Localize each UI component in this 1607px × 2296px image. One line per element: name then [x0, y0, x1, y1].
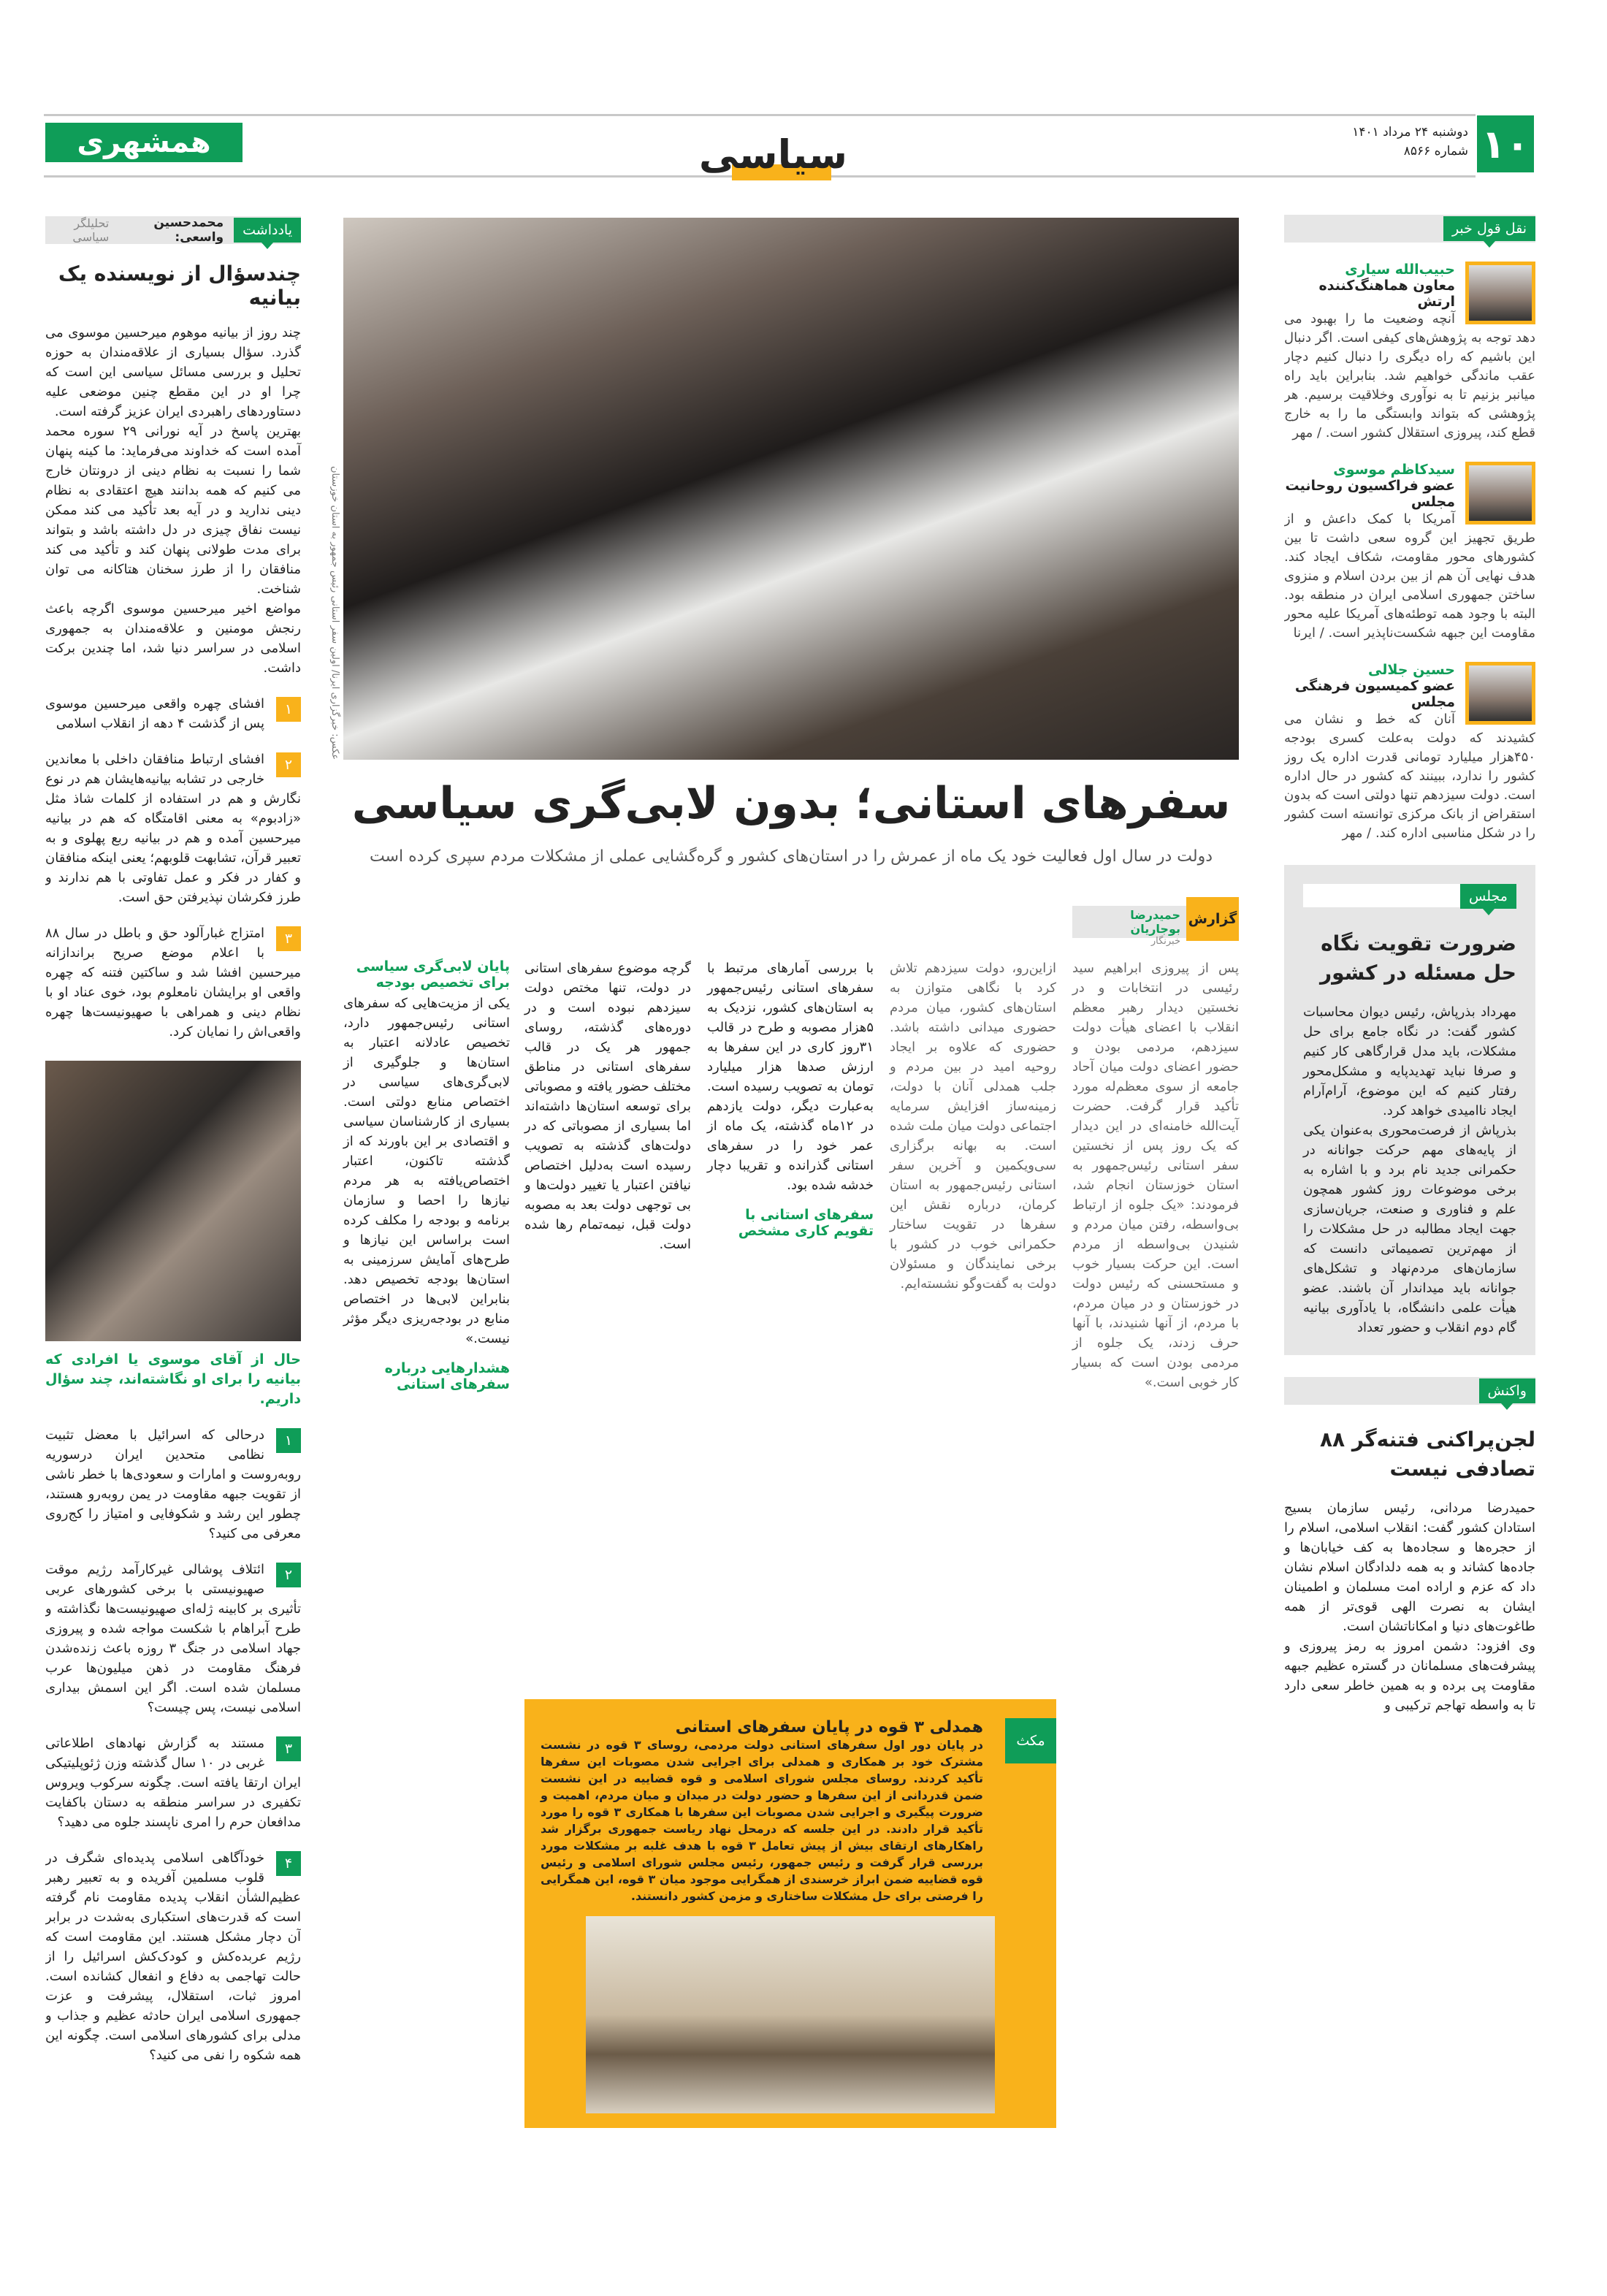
article-column-4	[524, 958, 691, 1254]
main-deck: دولت در سال اول فعالیت خود یک ماه از عمرش را در استان‌های کشور و گره‌گشایی عملی از مشکلات مردم سپری کرده است	[369, 847, 1213, 866]
section-title	[698, 131, 847, 178]
byline-box	[1072, 906, 1239, 947]
majlis-box	[1284, 865, 1535, 1355]
reaction-text: وی افزود: دشمن امروز به رمز پیروزی و پیشرفت‌های مسلمانان در گستره عظیم جبهه مقاومت پی برده و به همین خاطر سعی دارد تا به واسطه تهاجم ترکیبی و	[1284, 1639, 1535, 1713]
reaction-tagbar	[1284, 1377, 1535, 1405]
quote-portrait	[1465, 462, 1535, 525]
question-number: ۴	[276, 1851, 301, 1876]
quote-item	[1284, 462, 1535, 643]
point-item	[45, 923, 301, 1042]
opinion-column	[45, 216, 301, 2065]
box-title: همدلی ۳ قوه در پایان سفرهای استانی	[675, 1718, 983, 1736]
question-text: ائتلاف پوشالی غیرکارآمد رژیم موقت صهیونیستی با برخی کشورهای عربی تأثیری بر کابینه ژله‌ای صهیونیست‌ها نگذاشته و طرح آبراهام با شکست مواجه شده و پیروزی جهاد اسلامی در جنگ ۳ روزه باعث زنده‌شدن فرهنگ مقاومت در ذهن میلیون‌ها عرب مسلمان شده است. اگر این اسمش بیداری اسلامی نیست، پس چیست؟	[45, 1562, 301, 1715]
byline	[1072, 906, 1186, 947]
point-item	[45, 694, 301, 733]
quote-text: آمریکا با کمک داعش و از طریق تجهیز این گروه سعی داشت تا بین کشورهای محور مقاومت، شکاف ایجاد کند. هدف نهایی آن هم از بین بردن اسلام و منزوی ساختن جمهوری اسلامی ایران در منطقه بود. البته با وجود همه توطئه‌های آمریکا علیه محور مقاومت این جبهه شکست‌ناپذیر است. / ایرنا	[1284, 511, 1535, 641]
article-subheading: سفرهای استانی با تقویم کاری مشخص	[738, 1207, 874, 1239]
reaction-text: حمیدرضا مردانی، رئیس سازمان بسیج استادان کشور گفت: انقلاب اسلامی، اسلام را از حجره‌ها و سجاده‌ها به کف خیابان‌ها و جاده‌ها کشاند و به همه دلدادگان اسلام نشان داد که عزم و اراده امت مسلمان و اطمینان ایشان به نصرت الهی قوی‌تر از همه طاغوت‌های دنیا و امکاناتشان است.	[1284, 1500, 1535, 1634]
majlis-tagbar	[1303, 884, 1516, 907]
point-number: ۱	[276, 697, 301, 722]
quote-name: حبیب‌الله سیاری	[1345, 262, 1455, 278]
quote-role: عضو کمیسیون فرهنگی مجلس	[1294, 678, 1455, 710]
page-number: ۱۰	[1477, 115, 1534, 172]
point-text: افشای چهره واقعی میرحسین موسوی پس از گذشت ۴ دهه از انقلاب اسلامی	[45, 696, 264, 731]
author-name: محمدحسین واسعی:	[153, 216, 224, 245]
quote-role: معاون هماهنگ‌کننده ارتش	[1318, 278, 1455, 310]
report-tag: گزارش	[1186, 897, 1239, 941]
majlis-tag: مجلس	[1460, 884, 1516, 909]
quotes-tag: نقل قول خبر	[1443, 216, 1535, 241]
main-headline: سفرهای استانی؛ بدون لابی‌گری سیاسی	[351, 778, 1231, 829]
article-column-2	[890, 958, 1056, 1294]
article-column-5	[343, 958, 510, 1395]
point-text: افشای ارتباط منافقان داخلی با معاندین خارجی در تشابه بیانیه‌هایشان هم در نوع نگارش و هم در استفاده از کلمات شاذ مثل «زادبوم» به معنی اقامتگاه که هم در بیانیه میرحسین آمده و هم در بیانیه ربع پهلوی و به تعبیر قرآن، تشابهت قلوبهم؛ یعنی اینکه منافقان و کفار در فکر و عمل تفاوتی با هم ندارند و طرز فکرشان نپذیرفتن حق است.	[45, 752, 301, 905]
opinion-headline: چندسؤال از نویسنده یک بیانیه	[58, 262, 301, 310]
right-column	[1284, 215, 1535, 1715]
reaction-tag: واکنش	[1479, 1378, 1535, 1403]
quote-text: آنچه وضعیت ما را بهبود می دهد توجه به پژوهش‌های کیفی است. اگر دنبال این باشیم که راه دیگری را دنبال کنیم دچار عقب ماندگی خواهیم شد. بنابراین باید راه میانبر بزنیم تا به نوآوری وخلاقیت برسیم. هر پژوهشی که بتواند وابستگی ما را به خارج قطع کند، پیروزی استقلال کشور است. / مهر	[1284, 311, 1535, 440]
question-item	[45, 1734, 301, 1832]
point-number: ۳	[276, 926, 301, 951]
question-item	[45, 1560, 301, 1717]
opinion-paragraph: بهترین پاسخ در آیه نورانی ۲۹ سوره محمد آمده است که خداوند می‌فرماید: ما کینه پنهان شما را نسبت به نظام دینی از درونتان خارج می کنیم که همه بدانند هیچ اعتقادی به نظام دینی ندارید و در آیه بعد تأکید می کند ممکن نیست نفاق چیزی در دل داشته باشد و بتواند برای مدت طولانی پنهان کند و تأکید می کند منافقان را از طرز سخنان هتاکانه می توان شناخت.	[45, 424, 302, 597]
quote-role: عضو فراکسیون روحانیت مجلس	[1285, 478, 1455, 510]
sidebar-box	[524, 1699, 1056, 2128]
quote-portrait	[1465, 662, 1535, 725]
question-number: ۲	[276, 1563, 301, 1587]
opinion-paragraph: مواضع اخیر میرحسین موسوی اگرچه باعث رنجش مومنین و علاقه‌مندان به جمهوری اسلامی در سراسر دنیا شد، اما چندین برکت داشت.	[45, 601, 301, 676]
article-subheading: پایان لابی‌گری سیاسی برای تخصیص بودجه	[356, 958, 510, 991]
photo-credit: عکس: خبرگزاری ایرنا/ اولین سفر استانی رئیس جمهور به استان خوزستان	[329, 465, 340, 760]
point-text: امتزاج غبارآلود حق و باطل در سال ۸۸ با اعلام موضع صریح براندازانه میرحسین افشا شد و ساکتین فتنه که چهره واقعی او برایشان نامعلوم بود، خوی عناد او با نظام دینی و همراهی با صهیونیست‌ها چهره واقعی‌اش را نمایان کرد.	[45, 926, 301, 1040]
article-column-3	[707, 958, 874, 1242]
quote-item	[1284, 262, 1535, 443]
date: دوشنبه ۲۴ مرداد ۱۴۰۱	[1352, 125, 1468, 140]
byline-role: خبرنگار	[1150, 936, 1180, 947]
question-item	[45, 1848, 301, 2065]
article-paragraph: یکی از مزیت‌هایی که سفرهای استانی رئیس‌جمهور دارد، تخصیص عادلانه اعتبار به استان‌ها و جلوگیری از لابی‌گری‌های سیاسی در اختصاص منابع دولتی است. بسیاری از کارشناسان سیاسی و اقتصادی بر این باورند که از گذشته تاکنون، اعتبار اختصاص‌یافته به هر مردم نیازها را احصا و سازمان برنامه و بودجه را مکلف کرده است براساس این نیازها و طرح‌های آمایش سرزمینی به استان‌ها بودجه تخصیص دهد. بنابراین لابی‌ها در اختصاص منابع در بودجه‌ریزی دیگر مؤثر نیست.»	[343, 996, 510, 1346]
article-lead-2: ازاین‌رو، دولت سیزدهم تلاش کرد با نگاهی متوازن به استان‌های کشور، میان مردم حضوری میدانی داشته باشد. حضوری که علاوه بر ایجاد روحیه امید در بین مردم و جلب همدلی آنان با دولت، زمینه‌ساز افزایش سرمایه اجتماعی دولت میان ملت شده است. به بهانه برگزاری سی‌ویکمین و آخرین سفر استانی رئیس‌جمهور به استان کرمان، درباره نقش این سفرها در تقویت ساختار حکمرانی خوب در کشور با برخی نمایندگان و مسئولان دولت به گفت‌وگو نشسته‌ایم.	[890, 961, 1056, 1292]
main-photo	[343, 218, 1239, 760]
majlis-text: بذرپاش از فرصت‌محوری به‌عنوان یکی از پایه‌های مهم حرکت جوانانه در حکمرانی جدید نام برد و با اشاره به برخی موضوعات روز کشور همچون علم و فناوری و صنعت، جریان‌سازی جهت ایجاد مطالبه در حل مشکلات را از مهم‌ترین تصمیماتی دانست که سازمان‌های مردم‌نهاد و تشکل‌های جوانانه باید میداندار آن باشند. عضو هیأت علمی دانشگاه، با یادآوری بیانیه گام دوم انقلاب و حضور تعداد	[1303, 1123, 1516, 1335]
headline-block	[343, 768, 1239, 869]
question-number: ۳	[276, 1736, 301, 1761]
author-role: تحلیلگر سیاسی	[72, 216, 110, 244]
quote-name: حسین جلالی	[1368, 662, 1455, 678]
reaction-block	[1284, 1377, 1535, 1715]
issue-info	[1344, 123, 1468, 161]
article-column-1	[1072, 958, 1239, 1392]
article-lead: پس از پیروزی ابراهیم سید رئیسی در انتخابات و در نخستین دیدار رهبر معظم انقلاب با اعضای هیأت دولت سیزدهم، مردمی بودن و حضور اعضای دولت میان آحاد جامعه از سوی معظم‌له مورد تأکید قرار گرفت. حضرت آیت‌الله خامنه‌ای در این دیدار که یک روز پس از نخستین سفر استانی رئیس‌جمهور به استان خوزستان انجام شد، فرمودند: «یک جلوه از ارتباط بی‌واسطه، رفتن میان مردم و شنیدن بی‌واسطه از مردم است. این حرکت بسیار خوب و مستحسنی که رئیس دولت در خوزستان و در میان مردم، با مردم، از آنها شنیدند، با آنها حرف زدند، یک جلوه از مردمی بودن است که بسیار کار خوبی است.»	[1072, 961, 1239, 1390]
point-item	[45, 750, 301, 907]
majlis-text: مهرداد بذرپاش، رئیس دیوان محاسبات کشور گفت: در نگاه جامع برای حل مشکلات، باید مدل قرارگاهی کار کنیم و صرفا نباید تهدیدپایه و مشکل‌محور رفتار کنیم که این موضوع، آرام‌آرام ایجاد ناامیدی خواهد کرد.	[1303, 1004, 1516, 1118]
quotes-tagbar	[1284, 215, 1535, 243]
opinion-tag: یادداشت	[234, 218, 301, 243]
article-subheading: هشدارهایی درباره سفرهای استانی	[384, 1360, 510, 1392]
quote-text: آنان که خط و نشان می کشیدند که دولت به‌علت کسری بودجه ۴۵۰هزار میلیارد تومانی قدرت اداره یک روز کشور را ندارد، ببینند که کشور در حال اداره است. دولت سیزدهم تنها دولتی است که بدون استقراض از بانک مرکزی توانسته است کشور را در شکل مناسبی اداره کند. / مهر	[1284, 712, 1535, 841]
majlis-headline: ضرورت تقویت نگاه حل مسئله در کشور	[1319, 931, 1516, 985]
question-item	[45, 1425, 301, 1544]
protest-photo	[45, 1061, 301, 1341]
question-text: مستند به گزارش نهادهای اطلاعاتی غربی در ۱۰ سال گذشته وزن ژئوپلیتیکی ایران ارتقا یافته است. چگونه سرکوب ویروس تکفیری در سراسر منطقه به دستان باکفایت مدافعان حرم را امری ناپسند جلوه می دهید؟	[45, 1736, 301, 1830]
newspaper-logo: همشهری	[45, 123, 243, 162]
point-number: ۲	[276, 752, 301, 777]
box-tag: مکث	[1005, 1718, 1056, 1763]
question-text: درحالی که اسرائیل با معضل تثبیت نظامی متحدین ایران درسوریه روبه‌روست و امارات و سعودی‌ها با خطر ناشی از تقویت جبهه مقاومت در یمن روبه‌رو هستند، چطور این رشد و شکوفایی و امتیاز را کج‌روی معرفی می کنید؟	[45, 1427, 301, 1541]
question-number: ۱	[276, 1428, 301, 1453]
quote-name: سیدکاظم موسوی	[1333, 462, 1455, 478]
question-text: خودآگاهی اسلامی پدیده‌ای شگرف در قلوب مسلمین آفریده و به تعبیر رهبر عظیم‌الشأن انقلاب پدیده مقاومت نام گرفته است که قدرت‌های استکباری به‌شدت در برابر آن دچار مشکل هستند. این مقاومت است که رژیم عربده‌کش و کودک‌کش اسرائیل را از حالت تهاجمی به دفاع و انفعال کشانده است. امروز ثبات، استقلال، پیشرفت و عزت جمهوری اسلامی ایران حادثه عظیم و جذاب و مدلی برای کشورهای اسلامی است. چگونه این همه شکوه را نفی می کنید؟	[45, 1850, 301, 2063]
quote-item	[1284, 662, 1535, 843]
box-text: در پایان دور اول سفرهای استانی دولت مردمی، روسای ۳ قوه در نشست مشترک خود بر همکاری و همدلی برای اجرایی شدن مصوبات این سفرها تأکید کردند. روسای مجلس شورای اسلامی و قوه قضاییه در این نشست ضمن قدردانی از این سفرها و حضور دولت در میدان و میان مردم، اهمیت و ضرورت پیگیری و اجرایی شدن مصوبات این سفرها با همکاری ۳ قوه را مورد تأکید قرار دادند. در این جلسه که درمحل نهاد ریاست جمهوری برگزار شد راهکارهای ارتقای بیش از پیش تعامل ۳ قوه با هدف غلبه بر مشکلات مورد بررسی قرار گرفت و رئیس جمهور، رئیس مجلس شورای اسلامی و رئیس قوه قضاییه ضمن ابراز خرسندی از همگرایی موجود میان ۳ قوه، این همگرایی را فرصتی برای حل مشکلات ساختاری و مزمن کشور دانستند.	[541, 1738, 984, 1903]
header-top-rule	[44, 114, 1476, 116]
article-paragraph: گرچه موضوع سفرهای استانی در دولت، تنها مختص دولت سیزدهم نبوده است و در دوره‌های گذشته، روسای جمهور هر یک در قالب سفرهای استانی در مناطق مختلف حضور یافته و مصوباتی برای توسعه استان‌ها داشته‌اند اما بسیاری از مصوباتی که در دولت‌های گذشته به تصویب رسیده است به‌دلیل اختصاص نیافتن اعتبار یا تغییر دولت‌ها و بی توجهی دولت بعد به مصوبه دولت قبل، نیمه‌تمام رها شده است.	[524, 961, 691, 1252]
opinion-paragraph: چند روز از بیانیه موهوم میرحسین موسوی می گذرد. سؤال بسیاری از علاقه‌مندان به حوزه تحلیل و بررسی مسائل سیاسی این است که چرا او در این مقطع چنین موضعی علیه دستاوردهای راهبردی ایران عزیز گرفته است.	[45, 325, 301, 419]
section-label: سیاسی	[698, 131, 847, 178]
issue-number: شماره ۸۵۶۶	[1403, 144, 1468, 159]
meeting-photo	[586, 1916, 995, 2113]
photo-caption: حال از آقای موسوی یا افرادی که بیانیه را برای او نگاشته‌اند، چند سؤال داریم.	[45, 1351, 301, 1407]
opinion-tagbar	[45, 216, 301, 244]
quote-portrait	[1465, 262, 1535, 324]
reaction-headline: لجن‌پراکنی فتنه‌گر ۸۸ تصادفی نیست	[1319, 1427, 1535, 1481]
article-paragraph: با بررسی آمارهای مرتبط با سفرهای استانی رئیس‌جمهور به استان‌های کشور، نزدیک به ۵هزار مصوبه و طرح در قالب ۳۱روز کاری در این سفرها به ارزش صدها هزار میلیارد تومان به تصویب رسیده است. به‌عبارت دیگر، دولت یازدهم در ۱۲ماه گذشته، یک ماه از عمر خود را در سفرهای استانی گذرانده و تقریبا دچار خدشه شده بود.	[707, 961, 874, 1193]
byline-name: حمیدرضا بوجاریان	[1130, 908, 1180, 936]
